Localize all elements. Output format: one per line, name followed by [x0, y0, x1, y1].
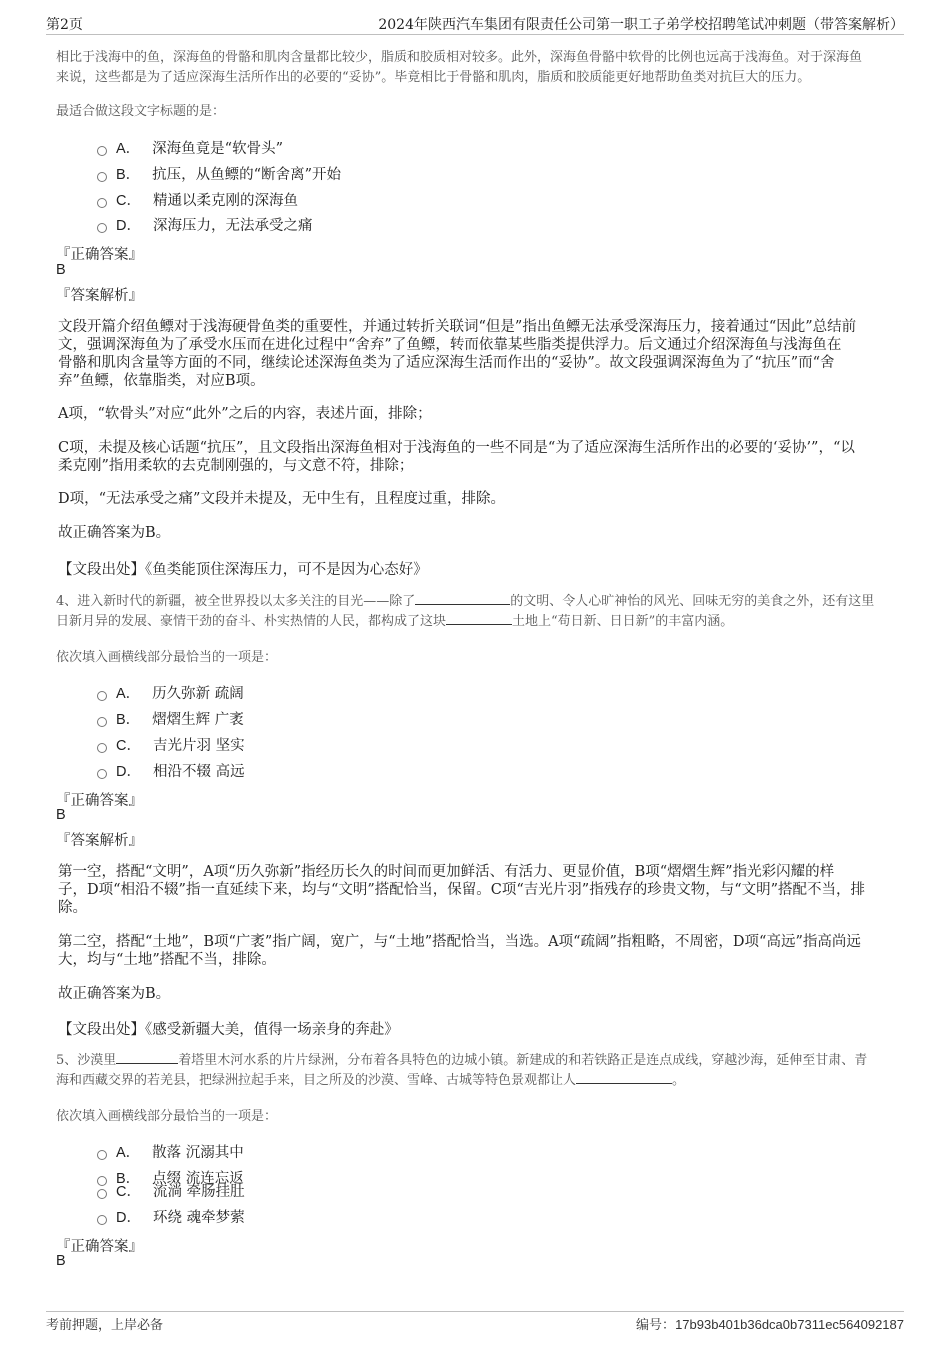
q4-option-a[interactable] — [97, 682, 244, 703]
page-number: 第2页 — [46, 17, 83, 33]
option-text: 抗压，从鱼鳔的“断舍离”开始 — [152, 167, 341, 183]
q5-option-a[interactable] — [97, 1141, 244, 1162]
q5-stem-text: 。 — [672, 1073, 686, 1088]
q5-prompt: 依次填入画横线部分最恰当的一项是： — [56, 1109, 278, 1124]
radio-button-icon[interactable] — [97, 1189, 107, 1199]
q4-analysis-line: 第一空，搭配“文明”，A项“历久弥新”指经历长久的时间而更加鲜活、有活力、更显价值，B项“熠熠生辉”指光彩闪耀的样 — [58, 864, 835, 880]
q3-prompt: 最适合做这段文字标题的是： — [56, 104, 226, 119]
option-letter: A． — [116, 686, 141, 702]
option-text: 环绕 魂牵梦萦 — [152, 1210, 245, 1226]
radio-button-icon[interactable] — [97, 146, 107, 156]
fill-blank — [415, 592, 510, 605]
q4-stem-text: 日新月异的发展、豪情干劲的奋斗、朴实热情的人民，都构成了这块 — [56, 614, 447, 629]
q5-stem-line-1 — [56, 1051, 904, 1071]
q3-option-a[interactable] — [97, 137, 283, 158]
option-text: 熠熠生辉 广袤 — [152, 712, 244, 728]
q3-analysis-tag: 『答案解析』 — [56, 288, 143, 304]
option-letter: D． — [116, 1210, 141, 1226]
option-text: 精通以柔克刚的深海鱼 — [152, 193, 298, 209]
option-text: 深海压力，无法承受之痛 — [152, 218, 313, 234]
q5-option-c[interactable] — [97, 1180, 245, 1201]
option-letter: C． — [116, 738, 141, 754]
document-code — [636, 1314, 904, 1333]
option-letter: B． — [116, 712, 141, 728]
q3-analysis-line: 骨骼和肌肉含量等方面的不同，继续论述深海鱼类为了适应深海生活而作出的“妥协”。故文段强调深海鱼为了“抗压”而“舍 — [58, 355, 835, 371]
radio-button-icon[interactable] — [97, 223, 107, 233]
option-text: 点缀 流连忘返 — [152, 1171, 244, 1187]
q3-answer: B — [56, 262, 66, 278]
q5-stem-text: 5、沙漠里 — [56, 1053, 117, 1068]
radio-button-icon[interactable] — [97, 198, 107, 208]
option-text: 流淌 牵肠挂肚 — [152, 1184, 245, 1200]
option-letter: A． — [116, 1145, 141, 1161]
q4-analysis-line: 除。 — [58, 900, 87, 916]
q3-analysis-line: 文，强调深海鱼为了承受水压而在进化过程中“舍弃”了鱼鳔，转而依靠某些脂类提供浮力。后文通过介绍深海鱼与浅海鱼在 — [58, 337, 842, 353]
document-code-label: 编号： — [636, 1318, 676, 1333]
q3-passage-line-2: 来说，这些都是为了适应深海生活所作出的必要的“妥协”。毕竟相比于骨骼和肌肉，脂质和胶质能更好地帮助鱼类对抗巨大的压力。 — [56, 70, 811, 85]
option-letter: A． — [116, 141, 141, 157]
fill-blank — [576, 1071, 672, 1084]
q5-stem-line-2 — [56, 1071, 904, 1091]
q4-stem-text: 4、进入新时代的新疆，被全世界投以太多关注的目光——除了 — [56, 594, 416, 609]
q5-answer: B — [56, 1253, 66, 1269]
q4-source: 【文段出处】《感受新疆大美，值得一场亲身的奔赴》 — [58, 1022, 399, 1038]
radio-button-icon[interactable] — [97, 769, 107, 779]
header-divider — [46, 34, 904, 35]
q4-analysis-line: 第二空，搭配“土地”，B项“广袤”指广阔，宽广，与“土地”搭配恰当，当选。A项“疏阔”指粗略，不周密，D项“高远”指高尚远 — [58, 934, 861, 950]
option-text: 散落 沉溺其中 — [152, 1145, 244, 1161]
q3-option-b[interactable] — [97, 163, 341, 184]
q4-option-b[interactable] — [97, 708, 244, 729]
option-letter: B． — [116, 167, 141, 183]
q3-analysis-line: C项，未提及核心话题“抗压”，且文段指出深海鱼相对于浅海鱼的一些不同是“为了适应深海生活所作出的必要的‘妥协’”，“以 — [58, 440, 855, 456]
q4-analysis-line: 大，均与“土地”搭配不当，排除。 — [58, 952, 276, 968]
option-letter: D． — [116, 764, 141, 780]
q3-option-c[interactable] — [97, 189, 298, 210]
q4-stem-line-1 — [56, 592, 904, 612]
q4-option-d[interactable] — [97, 760, 245, 781]
radio-button-icon[interactable] — [97, 743, 107, 753]
q4-prompt: 依次填入画横线部分最恰当的一项是： — [56, 650, 278, 665]
footer-divider — [46, 1311, 904, 1312]
q5-option-d[interactable] — [97, 1206, 245, 1227]
q5-stem-text: 海和西藏交界的若羌县，把绿洲拉起手来，目之所及的沙漠、雪峰、古城等特色景观都让人 — [56, 1073, 577, 1088]
option-letter: C． — [116, 193, 141, 209]
option-text: 深海鱼竟是“软骨头” — [152, 141, 283, 157]
q3-answer-tag: 『正确答案』 — [56, 247, 143, 263]
radio-button-icon[interactable] — [97, 172, 107, 182]
option-text: 历久弥新 疏阔 — [152, 686, 244, 702]
q3-analysis-line: 文段开篇介绍鱼鳔对于浅海硬骨鱼类的重要性，并通过转折关联词“但是”指出鱼鳔无法承受深海压力，接着通过“因此”总结前 — [58, 319, 857, 335]
footer-slogan: 考前押题，上岸必备 — [46, 1318, 164, 1333]
q4-stem-text: 土地上“苟日新、日日新”的丰富内涵。 — [512, 614, 734, 629]
q4-answer: B — [56, 807, 66, 823]
q3-analysis-line: 柔克刚”指用柔软的去克制刚强的，与文意不符，排除； — [58, 458, 414, 474]
radio-button-icon[interactable] — [97, 1150, 107, 1160]
q3-passage-line-1: 相比于浅海中的鱼，深海鱼的骨骼和肌肉含量都比较少，脂质和胶质相对较多。此外，深海鱼骨骼中软骨的比例也远高于浅海鱼。对于深海鱼 — [56, 50, 863, 65]
q4-option-c[interactable] — [97, 734, 245, 755]
radio-button-icon[interactable] — [97, 717, 107, 727]
fill-blank — [116, 1051, 178, 1064]
q4-stem-text: 的文明、令人心旷神怡的风光、回味无穷的美食之外，还有这里 — [510, 594, 875, 609]
q5-answer-tag: 『正确答案』 — [56, 1239, 143, 1255]
q3-option-d[interactable] — [97, 214, 312, 235]
q4-stem-line-2 — [56, 612, 904, 632]
option-text: 相沿不辍 高远 — [152, 764, 245, 780]
option-letter: D． — [116, 218, 141, 234]
radio-button-icon[interactable] — [97, 691, 107, 701]
q4-analysis-line: 子，D项“相沿不辍”指一直延续下来，均与“文明”搭配恰当，保留。C项“吉光片羽”指残存的珍贵文物，与“文明”搭配不当，排 — [58, 882, 866, 898]
q4-analysis-tag: 『答案解析』 — [56, 833, 143, 849]
fill-blank — [446, 612, 512, 625]
document-title: 2024年陕西汽车集团有限责任公司第一职工子弟学校招聘笔试冲刺题（带答案解析） — [378, 17, 904, 33]
q5-stem-text: 着塔里木河水系的片片绿洲，分布着各具特色的边城小镇。新建成的和若铁路正是连点成线，穿越沙海，延伸至甘肃、青 — [178, 1053, 868, 1068]
q4-answer-tag: 『正确答案』 — [56, 793, 143, 809]
q4-conclusion: 故正确答案为B。 — [58, 986, 171, 1002]
q3-analysis-line: 弃”鱼鳔，依靠脂类，对应B项。 — [58, 373, 265, 389]
option-text: 吉光片羽 坚实 — [152, 738, 245, 754]
q3-analysis-option-d: D项，“无法承受之痛”文段并未提及，无中生有，且程度过重，排除。 — [58, 491, 505, 507]
q3-conclusion: 故正确答案为B。 — [58, 525, 171, 541]
radio-button-icon[interactable] — [97, 1215, 107, 1225]
document-code-value: 17b93b401b36dca0b7311ec564092187 — [675, 1317, 904, 1332]
option-letter: B． — [116, 1171, 141, 1187]
option-letter: C． — [116, 1184, 141, 1200]
q3-source: 【文段出处】《鱼类能顶住深海压力，可不是因为心态好》 — [58, 562, 428, 578]
q3-analysis-option-a: A项，“软骨头”对应“此外”之后的内容，表述片面，排除； — [58, 406, 432, 422]
